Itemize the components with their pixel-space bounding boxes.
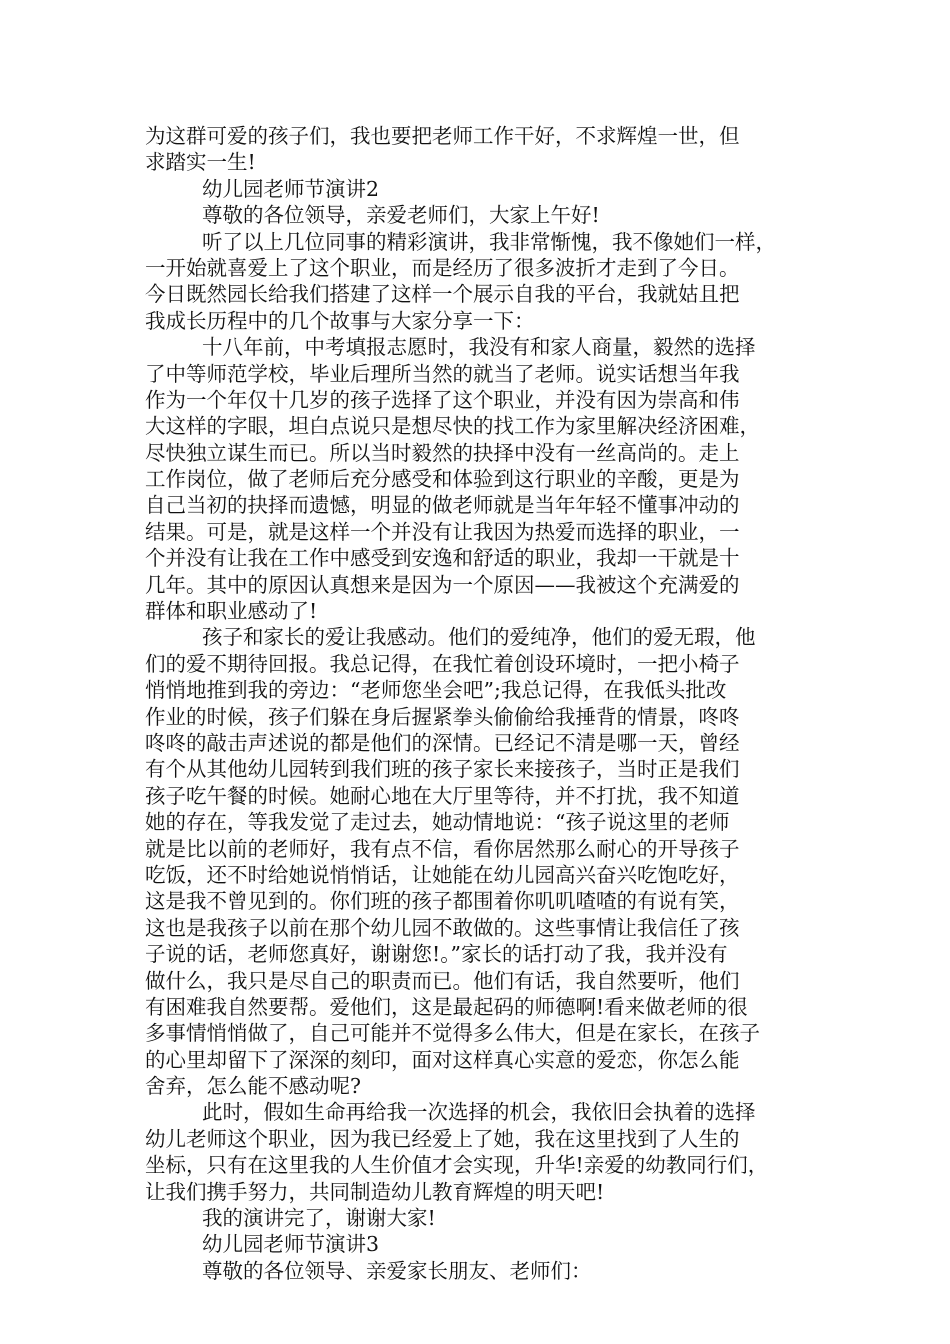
paragraph: [145, 1258, 815, 1284]
text-line: 群体和职业感动了!: [145, 599, 318, 624]
paragraph: [145, 123, 815, 176]
document-body: [145, 123, 815, 1284]
text-line: 结果。可是，就是这样一个并没有让我因为热爱而选择的职业，一: [145, 519, 740, 544]
text-line: 尊敬的各位领导，亲爱老师们，大家上午好!: [202, 203, 600, 228]
text-line: 大这样的字眼，坦白点说只是想尽快的找工作为家里解决经济困难，: [145, 414, 760, 439]
paragraph: [145, 334, 815, 624]
text-line: 的心里却留下了深深的刻印，面对这样真心实意的爱恋，你怎么能: [145, 1047, 740, 1072]
text-line: 求踏实一生!: [145, 150, 256, 175]
paragraph: [145, 202, 815, 228]
text-line: 悄悄地推到我的旁边：“老师您坐会吧”;我总记得，在我低头批改: [145, 678, 727, 703]
text-line: 了中等师范学校，毕业后理所当然的就当了老师。说实话想当年我: [145, 361, 740, 386]
text-line: 作为一个年仅十几岁的孩子选择了这个职业，并没有因为崇高和伟: [145, 387, 740, 412]
text-line: 们的爱不期待回报。我总记得，在我忙着创设环境时，一把小椅子: [145, 651, 740, 676]
paragraph: [145, 176, 815, 202]
text-line: 多事情悄悄做了，自己可能并不觉得多么伟大，但是在家长，在孩子: [145, 1021, 760, 1046]
text-line: 她的存在，等我发觉了走过去，她动情地说：“孩子说这里的老师: [145, 810, 730, 835]
text-line: 做什么，我只是尽自己的职责而已。他们有话，我自然要听，他们: [145, 968, 740, 993]
text-line: 十八年前，中考填报志愿时，我没有和家人商量，毅然的选择: [202, 335, 756, 360]
text-line: 舍弃，怎么能不感动呢?: [145, 1074, 361, 1099]
text-line: 这也是我孩子以前在那个幼儿园不敢做的。这些事情让我信任了孩: [145, 915, 740, 940]
text-line: 幼儿园老师节演讲2: [202, 176, 380, 201]
text-line: 工作岗位，做了老师后充分感受和体验到这行职业的辛酸，更是为: [145, 467, 740, 492]
text-line: 幼儿老师这个职业，因为我已经爱上了她，我在这里找到了人生的: [145, 1126, 740, 1151]
text-line: 这是我不曾见到的。你们班的孩子都围着你叽叽喳喳的有说有笑，: [145, 889, 740, 914]
text-line: 就是比以前的老师好，我有点不信，看你居然那么耐心的开导孩子: [145, 836, 740, 861]
text-line: 有个从其他幼儿园转到我们班的孩子家长来接孩子，当时正是我们: [145, 757, 740, 782]
text-line: 坐标，只有在这里我的人生价值才会实现，升华!亲爱的幼教同行们，: [145, 1153, 769, 1178]
text-line: 尊敬的各位领导、亲爱家长朋友、老师们：: [202, 1258, 592, 1283]
text-line: 今日既然园长给我们搭建了这样一个展示自我的平台，我就姑且把: [145, 282, 740, 307]
text-line: 我的演讲完了，谢谢大家!: [202, 1206, 436, 1231]
text-line: 尽快独立谋生而已。所以当时毅然的抉择中没有一丝高尚的。走上: [145, 440, 740, 465]
paragraph: [145, 229, 815, 335]
text-line: 子说的话，老师您真好，谢谢您!。”家长的话打动了我，我并没有: [145, 942, 728, 967]
text-line: 孩子和家长的爱让我感动。他们的爱纯净，他们的爱无瑕，他: [202, 625, 756, 650]
text-line: 让我们携手努力，共同制造幼儿教育辉煌的明天吧!: [145, 1179, 605, 1204]
text-line: 个并没有让我在工作中感受到安逸和舒适的职业，我却一干就是十: [145, 546, 740, 571]
text-line: 听了以上几位同事的精彩演讲，我非常惭愧，我不像她们一样，: [202, 229, 776, 254]
text-line: 我成长历程中的几个故事与大家分享一下：: [145, 308, 535, 333]
text-line: 咚咚的敲击声述说的都是他们的深情。已经记不清是哪一天，曾经: [145, 730, 740, 755]
text-line: 一开始就喜爱上了这个职业，而是经历了很多波折才走到了今日。: [145, 255, 740, 280]
text-line: 几年。其中的原因认真想来是因为一个原因——我被这个充满爱的: [145, 572, 740, 597]
text-line: 有困难我自然要帮。爱他们，这是最起码的师德啊!看来做老师的很: [145, 994, 748, 1019]
text-line: 此时，假如生命再给我一次选择的机会，我依旧会执着的选择: [202, 1100, 756, 1125]
paragraph: [145, 1099, 815, 1205]
paragraph: [145, 1231, 815, 1257]
paragraph: [145, 624, 815, 1099]
text-line: 幼儿园老师节演讲3: [202, 1232, 380, 1257]
text-line: 孩子吃午餐的时候。她耐心地在大厅里等待，并不打扰，我不知道: [145, 783, 740, 808]
text-line: 吃饭，还不时给她说悄悄话，让她能在幼儿园高兴奋兴吃饱吃好，: [145, 862, 740, 887]
text-line: 为这群可爱的孩子们，我也要把老师工作干好，不求辉煌一世，但: [145, 124, 740, 148]
text-line: 自己当初的抉择而遗憾，明显的做老师就是当年年轻不懂事冲动的: [145, 493, 740, 518]
paragraph: [145, 1205, 815, 1231]
text-line: 作业的时候，孩子们躲在身后握紧拳头偷偷给我捶背的情景，咚咚: [145, 704, 740, 729]
